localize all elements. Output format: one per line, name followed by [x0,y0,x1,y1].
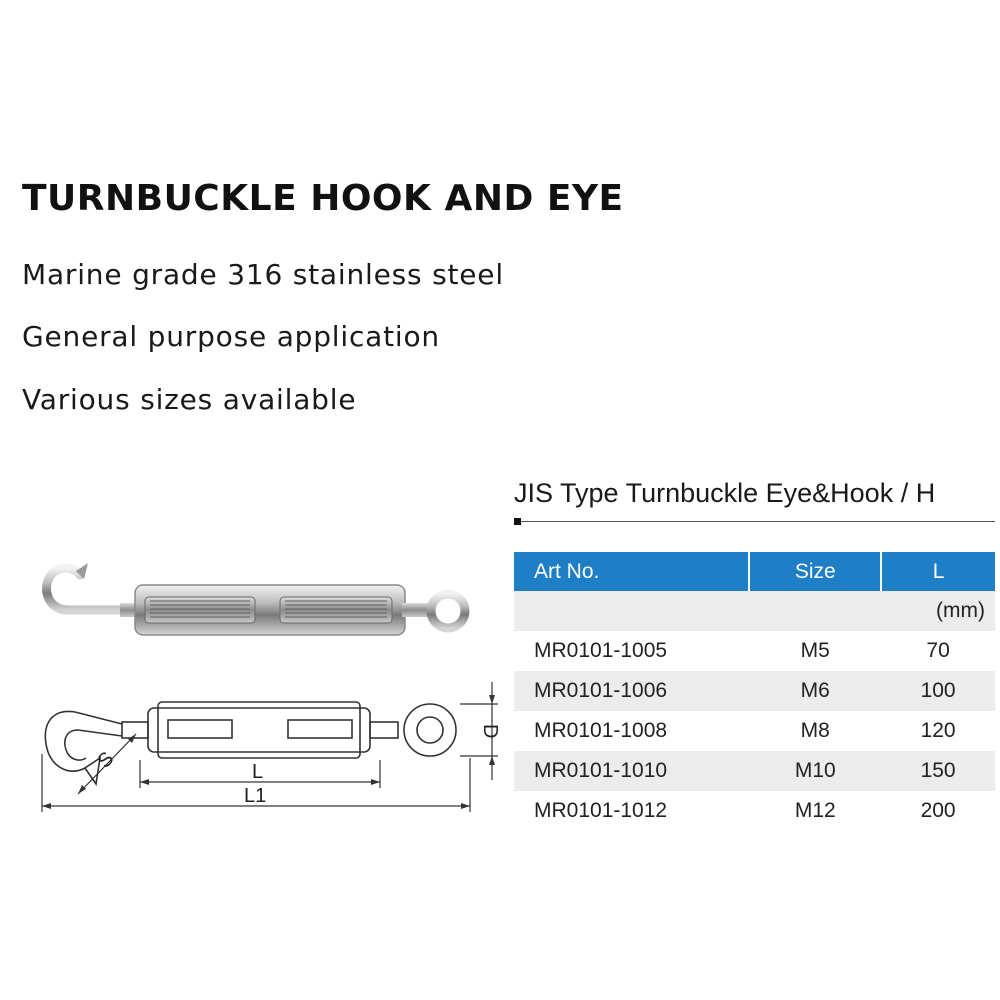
photo-eye [431,594,465,628]
product-title: TURNBUCKLE HOOK AND EYE [22,178,624,219]
art-no-cell: MR0101-1006 [514,671,749,711]
length-cell: 100 [881,671,995,711]
table-row [514,631,995,671]
table-row [514,791,995,831]
dimension-label-s: S [93,747,119,773]
table-title: JIS Type Turnbuckle Eye&Hook / H [514,478,936,508]
turnbuckle-dimension-drawing [30,672,510,822]
title-rule [514,521,995,522]
spec-table [514,552,995,831]
length-unit: (mm) [881,591,995,631]
dimension-label-l: L [252,761,264,783]
table-row [514,671,995,711]
photo-hook [47,568,130,610]
dimension-label-d: D [479,724,501,739]
table-row [514,711,995,751]
turnbuckle-photo [30,555,490,655]
dimension-label-l1: L1 [244,785,267,807]
table-header-row [514,552,995,591]
feature-sizes: Various sizes available [22,383,357,416]
art-no-cell: MR0101-1008 [514,711,749,751]
art-no-cell: MR0101-1005 [514,631,749,671]
unit-row [514,591,995,631]
size-cell: M5 [749,631,881,671]
size-cell: M6 [749,671,881,711]
size-cell: M8 [749,711,881,751]
feature-material: Marine grade 316 stainless steel [22,258,504,291]
art-no-cell: MR0101-1010 [514,751,749,791]
size-cell: M12 [749,791,881,831]
size-cell: M10 [749,751,881,791]
feature-application: General purpose application [22,320,440,353]
length-cell: 70 [881,631,995,671]
header-size: Size [749,552,881,591]
table-row [514,751,995,791]
header-length: L [881,552,995,591]
art-no-cell: MR0101-1012 [514,791,749,831]
header-art-no: Art No. [514,552,749,591]
length-cell: 150 [881,751,995,791]
title-rule-marker [514,518,521,525]
length-cell: 200 [881,791,995,831]
length-cell: 120 [881,711,995,751]
